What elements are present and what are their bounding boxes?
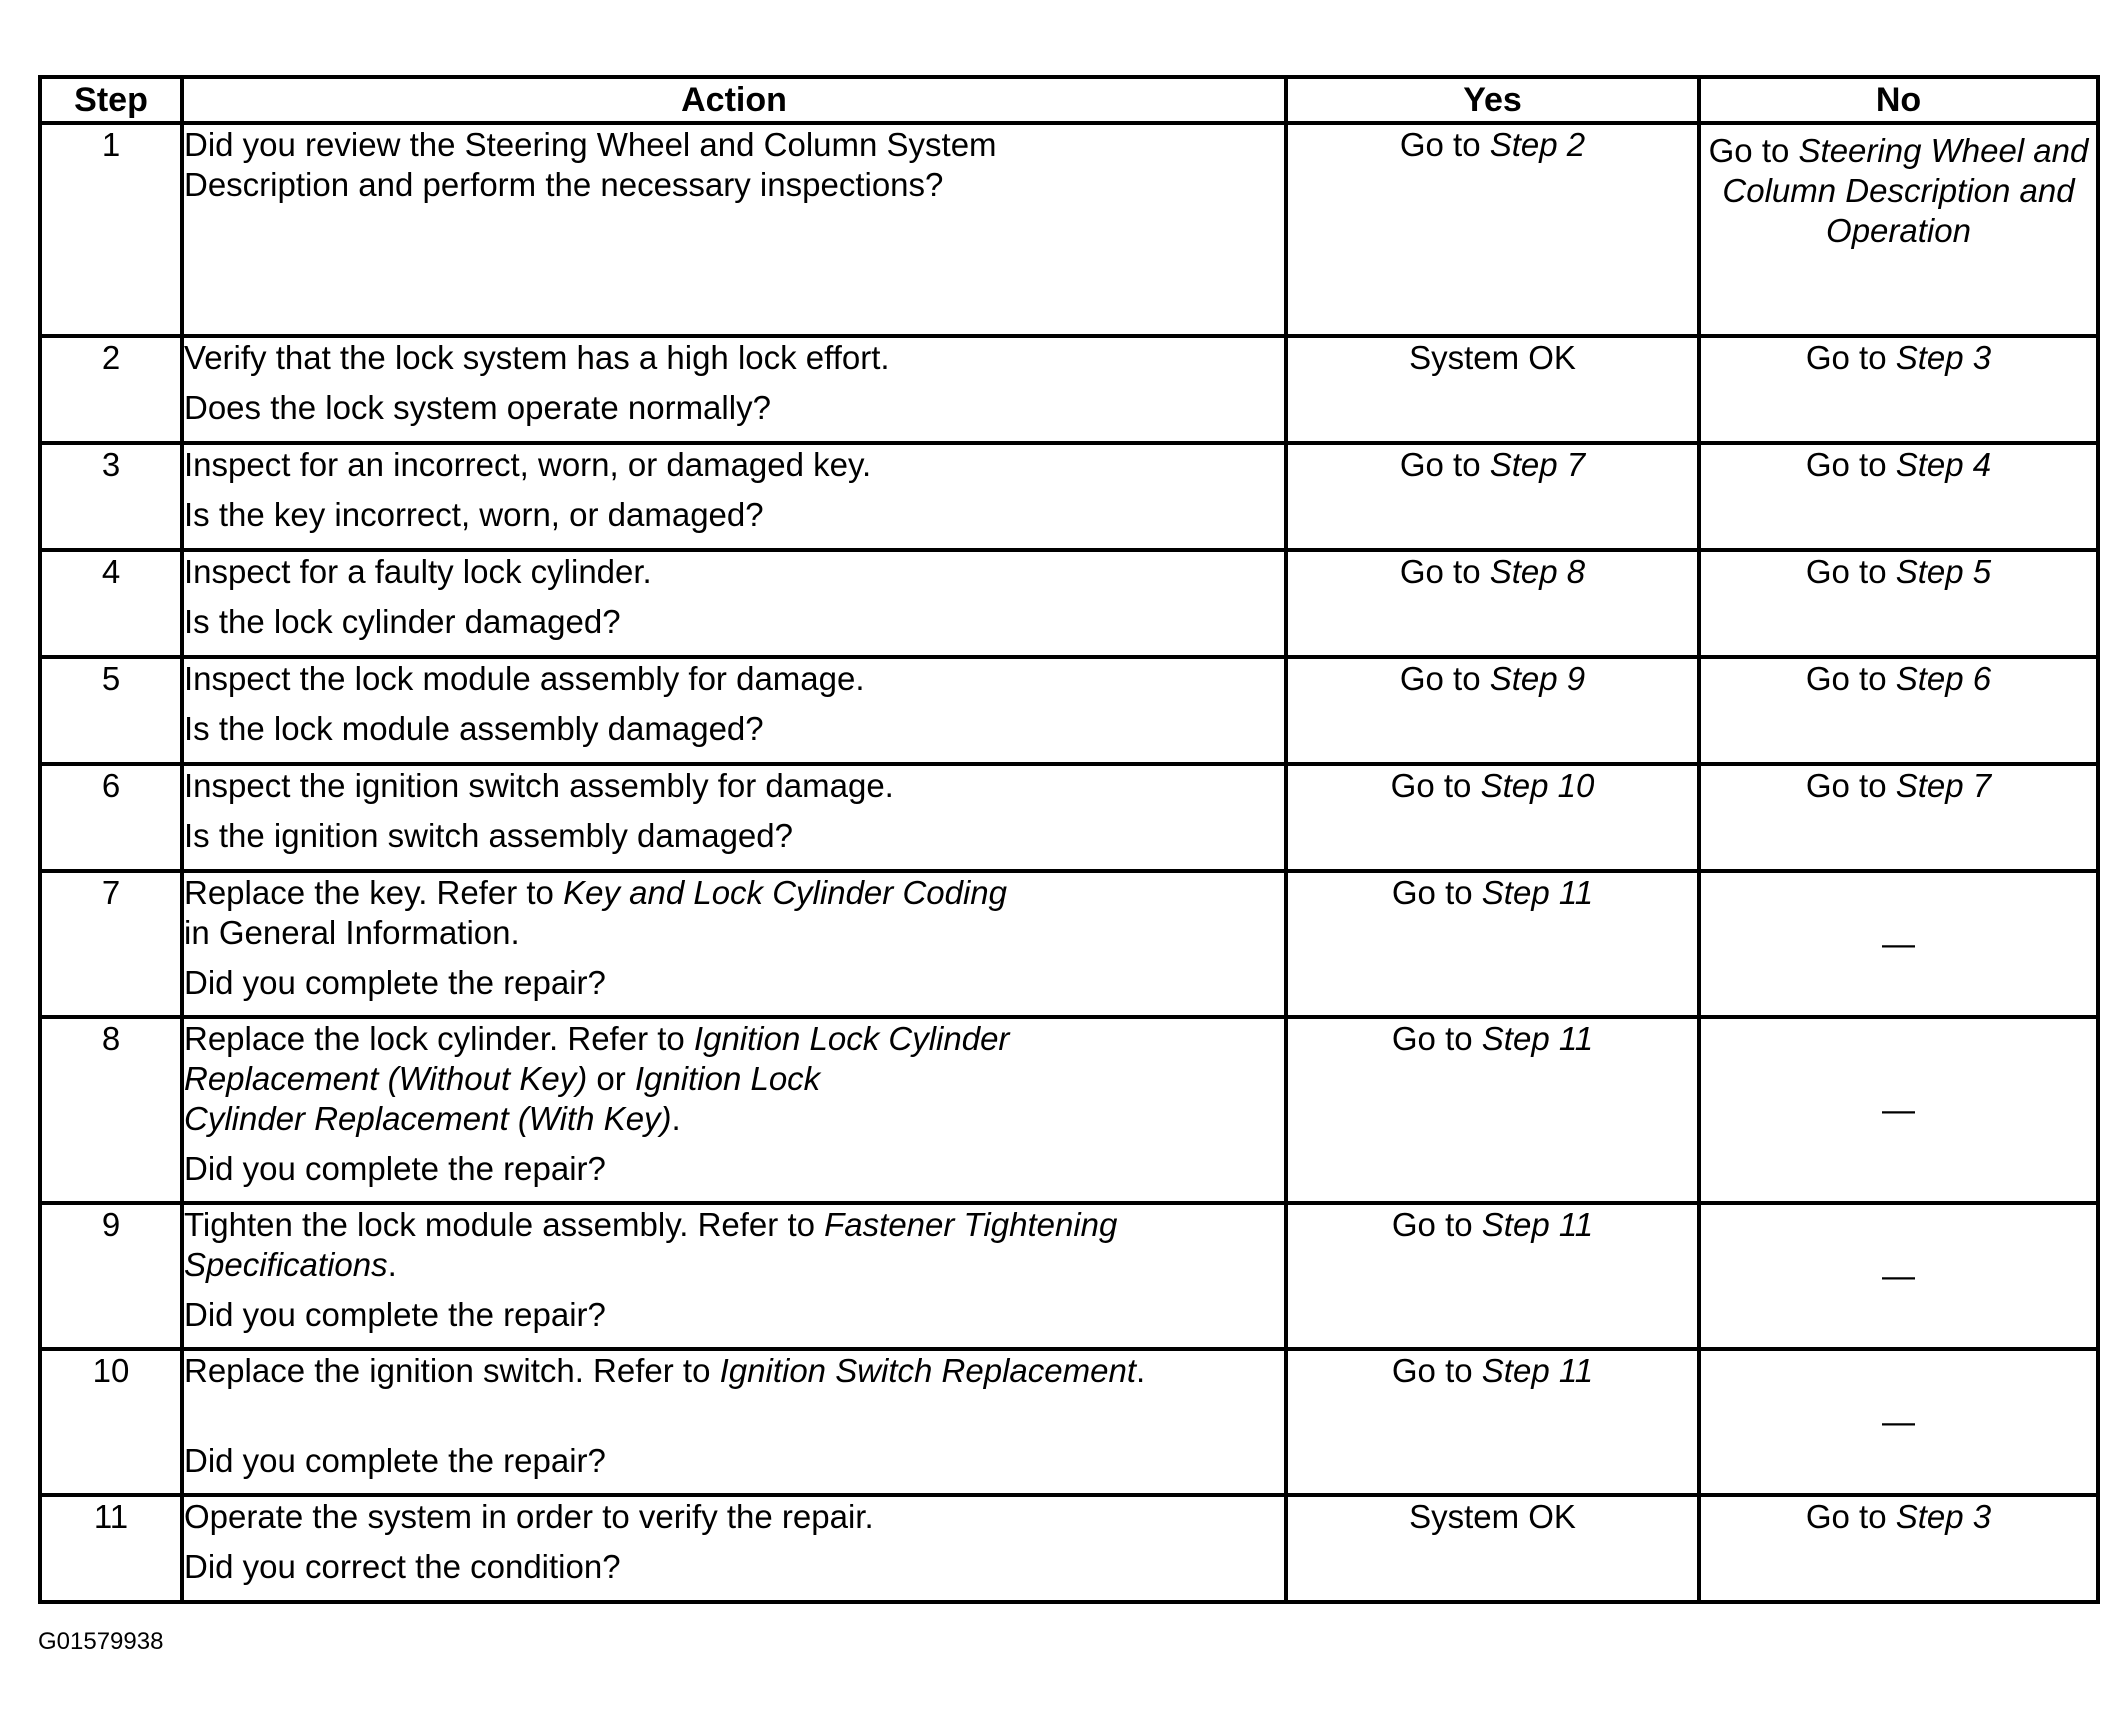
step-number: 2 <box>40 336 182 443</box>
text-run: Go to <box>1805 339 1896 376</box>
text-run: Did you review the Steering Wheel and Column System <box>184 126 997 163</box>
figure-id: G01579938 <box>38 1628 164 1655</box>
reference-text: Cylinder Replacement (With Key) <box>184 1100 672 1137</box>
text-run: — <box>1882 1403 1915 1440</box>
header-row <box>40 77 2098 123</box>
no-result <box>1699 443 2098 550</box>
reference-text: Ignition Lock Cylinder <box>693 1020 1010 1057</box>
reference-text: Step 5 <box>1895 553 1992 590</box>
text-run <box>184 1392 193 1429</box>
text-run: Go to <box>1390 767 1481 804</box>
action-cell <box>182 336 1286 443</box>
yes-result <box>1286 871 1699 1017</box>
reference-text: Key and Lock Cylinder Coding <box>563 874 1008 911</box>
text-run: Description and perform the necessary inspections? <box>184 166 944 203</box>
text-run: Did you complete the repair? <box>184 1296 606 1333</box>
action-line <box>184 552 1284 592</box>
no-result <box>1699 764 2098 871</box>
header-yes: Yes <box>1286 77 1699 123</box>
text-run: Go to <box>1391 1206 1482 1243</box>
reference-text: Step 2 <box>1489 126 1586 163</box>
text-run: Go to <box>1399 553 1490 590</box>
reference-text: Step 3 <box>1895 339 1992 376</box>
yes-result <box>1286 657 1699 764</box>
step-number: 6 <box>40 764 182 871</box>
action-cell <box>182 657 1286 764</box>
yes-result <box>1286 443 1699 550</box>
reference-text: Step 11 <box>1481 1020 1594 1057</box>
text-run: Go to <box>1399 446 1490 483</box>
reference-text: Steering Wheel and Column Description and Operation <box>1722 132 2089 249</box>
diagnostic-table <box>38 75 2100 1604</box>
action-question <box>184 1149 1284 1189</box>
yes-result <box>1286 1017 1699 1203</box>
action-question <box>184 1441 1284 1481</box>
table-row <box>40 443 2098 550</box>
reference-text: Specifications <box>184 1246 388 1283</box>
action-cell <box>182 443 1286 550</box>
no-result <box>1699 550 2098 657</box>
text-run: — <box>1882 1257 1915 1294</box>
yes-result <box>1286 764 1699 871</box>
reference-text: Step 9 <box>1489 660 1586 697</box>
text-run: Replace the key. Refer to <box>184 874 564 911</box>
step-number: 9 <box>40 1203 182 1349</box>
text-run: . <box>671 1100 681 1137</box>
action-cell <box>182 871 1286 1017</box>
action-line <box>184 1205 1284 1245</box>
text-run: . <box>1136 1352 1146 1389</box>
reference-text: Step 7 <box>1895 767 1992 804</box>
text-run: System OK <box>1409 1498 1576 1535</box>
action-line <box>184 1099 1284 1139</box>
action-line <box>184 1351 1284 1391</box>
text-run: Verify that the lock system has a high lock effort. <box>184 339 890 376</box>
text-run: Go to <box>1805 446 1896 483</box>
no-result <box>1699 657 2098 764</box>
yes-result <box>1286 336 1699 443</box>
action-question <box>184 495 1284 535</box>
no-result <box>1699 1017 2098 1203</box>
action-line <box>184 1019 1284 1059</box>
reference-text: Step 11 <box>1481 1352 1594 1389</box>
text-run: Go to <box>1805 553 1896 590</box>
yes-result <box>1286 550 1699 657</box>
text-run: Is the lock cylinder damaged? <box>184 603 621 640</box>
text-run: System OK <box>1409 339 1576 376</box>
table-row <box>40 1349 2098 1495</box>
action-line <box>184 445 1284 485</box>
text-run: Inspect the lock module assembly for damage. <box>184 660 865 697</box>
reference-text: Fastener Tightening <box>824 1206 1118 1243</box>
action-line <box>184 873 1284 913</box>
action-cell <box>182 123 1286 336</box>
text-run: in General Information. <box>184 914 520 951</box>
table-row <box>40 1203 2098 1349</box>
reference-text: Step 10 <box>1480 767 1595 804</box>
no-result <box>1699 336 2098 443</box>
action-cell <box>182 764 1286 871</box>
step-number: 4 <box>40 550 182 657</box>
text-run: Go to <box>1391 1352 1482 1389</box>
action-line <box>184 766 1284 806</box>
text-run: Go to <box>1708 132 1799 169</box>
action-cell <box>182 550 1286 657</box>
text-run: Replace the ignition switch. Refer to <box>184 1352 720 1389</box>
action-question <box>184 963 1284 1003</box>
text-run: Did you complete the repair? <box>184 1150 606 1187</box>
table-row <box>40 123 2098 336</box>
reference-text: Step 8 <box>1489 553 1586 590</box>
text-run: or <box>587 1060 635 1097</box>
action-question <box>184 1295 1284 1335</box>
no-result <box>1699 123 2098 336</box>
no-result <box>1699 1349 2098 1495</box>
header-action: Action <box>182 77 1286 123</box>
step-number: 8 <box>40 1017 182 1203</box>
reference-text: Step 4 <box>1895 446 1992 483</box>
text-run: Did you correct the condition? <box>184 1548 621 1585</box>
step-number: 5 <box>40 657 182 764</box>
header-step: Step <box>40 77 182 123</box>
text-run: Go to <box>1399 126 1490 163</box>
text-run: Go to <box>1805 1498 1896 1535</box>
text-run: Did you complete the repair? <box>184 964 606 1001</box>
text-run: Go to <box>1391 874 1482 911</box>
table-row <box>40 1017 2098 1203</box>
action-question <box>184 1547 1284 1587</box>
table-row <box>40 871 2098 1017</box>
no-result <box>1699 871 2098 1017</box>
table-row <box>40 1495 2098 1602</box>
action-question <box>184 709 1284 749</box>
action-cell <box>182 1017 1286 1203</box>
action-line <box>184 1497 1284 1537</box>
action-cell <box>182 1203 1286 1349</box>
text-run: Inspect the ignition switch assembly for damage. <box>184 767 894 804</box>
table-row <box>40 550 2098 657</box>
reference-text: Step 11 <box>1481 1206 1594 1243</box>
no-result <box>1699 1203 2098 1349</box>
action-cell <box>182 1349 1286 1495</box>
action-cell <box>182 1495 1286 1602</box>
reference-text: Ignition Lock <box>634 1060 821 1097</box>
text-run: Tighten the lock module assembly. Refer to <box>184 1206 825 1243</box>
step-number: 1 <box>40 123 182 336</box>
yes-result <box>1286 1495 1699 1602</box>
action-question <box>184 602 1284 642</box>
text-run: Go to <box>1805 767 1896 804</box>
text-run: Go to <box>1391 1020 1482 1057</box>
reference-text: Replacement (Without Key) <box>184 1060 588 1097</box>
text-run: Go to <box>1399 660 1490 697</box>
text-run: Is the ignition switch assembly damaged? <box>184 817 793 854</box>
text-run: Is the lock module assembly damaged? <box>184 710 764 747</box>
table-row <box>40 657 2098 764</box>
yes-result <box>1286 123 1699 336</box>
action-line <box>184 338 1284 378</box>
reference-text: Ignition Switch Replacement <box>719 1352 1136 1389</box>
text-run: Operate the system in order to verify the repair. <box>184 1498 874 1535</box>
table-row <box>40 764 2098 871</box>
action-line <box>184 1391 1284 1431</box>
step-number: 3 <box>40 443 182 550</box>
text-run: Inspect for an incorrect, worn, or damaged key. <box>184 446 872 483</box>
text-run: — <box>1882 1091 1915 1128</box>
action-line <box>184 659 1284 699</box>
text-run: — <box>1882 925 1915 962</box>
text-run: Did you complete the repair? <box>184 1442 606 1479</box>
table-body <box>40 123 2098 1602</box>
yes-result <box>1286 1349 1699 1495</box>
text-run: . <box>387 1246 397 1283</box>
step-number: 10 <box>40 1349 182 1495</box>
text-run: Does the lock system operate normally? <box>184 389 771 426</box>
action-question <box>184 816 1284 856</box>
reference-text: Step 11 <box>1481 874 1594 911</box>
no-result <box>1699 1495 2098 1602</box>
step-number: 11 <box>40 1495 182 1602</box>
action-line <box>184 165 1284 205</box>
step-number: 7 <box>40 871 182 1017</box>
reference-text: Step 3 <box>1895 1498 1992 1535</box>
action-line <box>184 913 1284 953</box>
text-run: Replace the lock cylinder. Refer to <box>184 1020 694 1057</box>
text-run: Inspect for a faulty lock cylinder. <box>184 553 652 590</box>
reference-text: Step 6 <box>1895 660 1992 697</box>
table-row <box>40 336 2098 443</box>
reference-text: Step 7 <box>1489 446 1586 483</box>
action-line <box>184 1245 1284 1285</box>
text-run: Go to <box>1805 660 1896 697</box>
yes-result <box>1286 1203 1699 1349</box>
action-line <box>184 1059 1284 1099</box>
header-no: No <box>1699 77 2098 123</box>
text-run: Is the key incorrect, worn, or damaged? <box>184 496 764 533</box>
action-question <box>184 388 1284 428</box>
action-line <box>184 125 1284 165</box>
